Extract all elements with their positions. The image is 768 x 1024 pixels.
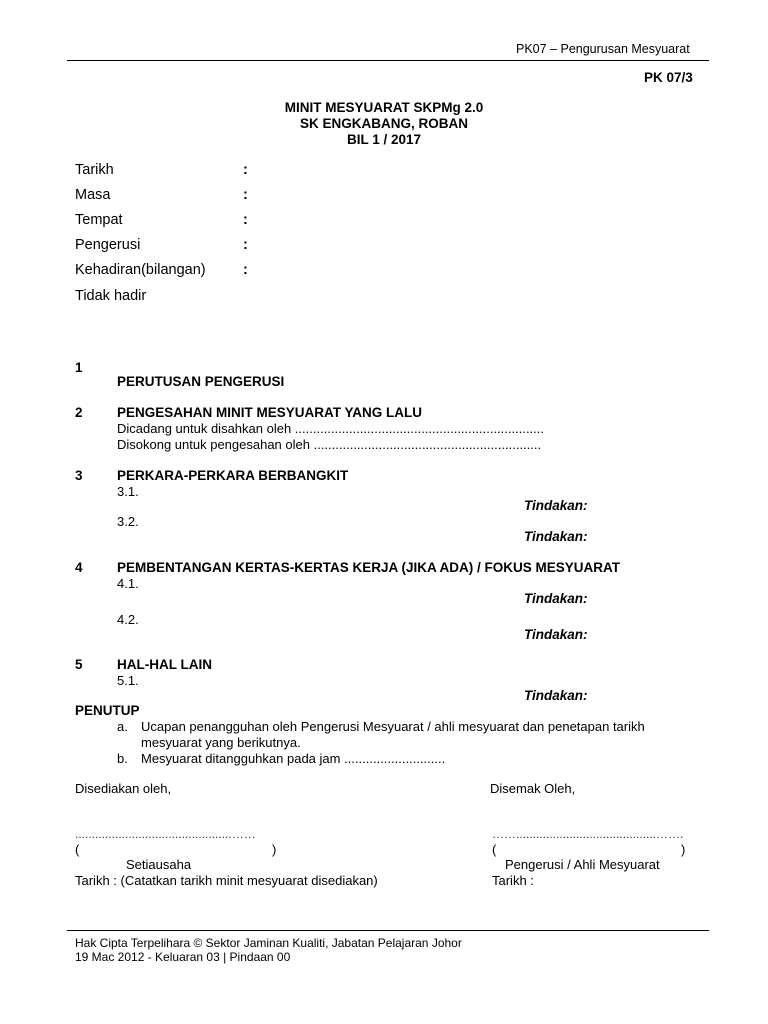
field-label-tidak-hadir: Tidak hadir: [75, 288, 147, 304]
section-title: PERKARA-PERKARA BERBANGKIT: [117, 468, 349, 483]
seconder-line: Disokong untuk pengesahan oleh ...............................................................: [117, 437, 542, 452]
copyright-text: Hak Cipta Terpelihara © Sektor Jaminan Kualiti, Jabatan Pelajaran Johor: [75, 936, 462, 950]
field-colon: :: [243, 237, 248, 253]
meeting-number: BIL 1 / 2017: [346, 132, 422, 147]
section-title: PEMBENTANGAN KERTAS-KERTAS KERJA (JIKA ADA) / FOKUS MESYUARAT: [117, 560, 621, 575]
prepared-by-label: Disediakan oleh,: [75, 781, 172, 796]
reviewed-date: Tarikh :: [492, 873, 534, 888]
bracket-open: (: [75, 842, 80, 857]
header-rule: [67, 60, 709, 61]
form-code: PK 07/3: [644, 70, 693, 85]
prepared-date: Tarikh : (Catatkan tarikh minit mesyuarat disediakan): [75, 873, 378, 888]
bracket-close: ): [272, 842, 277, 857]
section-number: 2: [75, 405, 83, 420]
field-colon: :: [243, 262, 248, 278]
chairman-role: Pengerusi / Ahli Mesyuarat: [505, 857, 660, 872]
item-number: 4.2.: [117, 612, 139, 627]
item-number: 3.2.: [117, 514, 139, 529]
field-colon: :: [243, 162, 248, 178]
list-marker: a.: [117, 719, 128, 734]
field-label-masa: Masa: [75, 187, 111, 203]
section-title: PERUTUSAN PENGERUSI: [117, 374, 285, 389]
field-label-tarikh: Tarikh: [75, 162, 114, 178]
release-info: 19 Mac 2012 - Keluaran 03 | Pindaan 00: [75, 950, 291, 964]
signature-line: ……..........................................…….: [492, 827, 684, 841]
penutup-item-a-cont: mesyuarat yang berikutnya.: [141, 735, 301, 750]
tindakan-label: Tindakan:: [524, 498, 588, 513]
section-title: HAL-HAL LAIN: [117, 657, 212, 672]
section-number: 3: [75, 468, 83, 483]
item-number: 5.1.: [117, 673, 139, 688]
tindakan-label: Tindakan:: [524, 627, 588, 642]
list-marker: b.: [117, 751, 128, 766]
field-label-tempat: Tempat: [75, 212, 123, 228]
document-reference: PK07 – Pengurusan Mesyuarat: [516, 42, 690, 56]
section-number: 1: [75, 360, 83, 375]
field-colon: :: [243, 212, 248, 228]
field-colon: :: [243, 187, 248, 203]
field-label-kehadiran: Kehadiran(bilangan): [75, 262, 206, 278]
section-number: 4: [75, 560, 83, 575]
bracket-open: (: [492, 842, 497, 857]
bracket-close: ): [681, 842, 686, 857]
school-name: SK ENGKABANG, ROBAN: [299, 116, 468, 131]
proposer-line: Dicadang untuk disahkan oleh .....................................................................: [117, 421, 545, 436]
tindakan-label: Tindakan:: [524, 529, 588, 544]
tindakan-label: Tindakan:: [524, 688, 588, 703]
signature-line: ...............................................……: [75, 827, 256, 841]
item-number: 4.1.: [117, 576, 139, 591]
penutup-item-b: Mesyuarat ditangguhkan pada jam ............................: [141, 751, 446, 766]
footer-rule: [67, 930, 709, 931]
reviewed-by-label: Disemak Oleh,: [490, 781, 576, 796]
field-label-pengerusi: Pengerusi: [75, 237, 141, 253]
penutup-title: PENUTUP: [75, 703, 140, 718]
tindakan-label: Tindakan:: [524, 591, 588, 606]
penutup-item-a: Ucapan penangguhan oleh Pengerusi Mesyuarat / ahli mesyuarat dan penetapan tarikh: [141, 719, 645, 734]
minutes-title: MINIT MESYUARAT SKPMg 2.0: [284, 100, 484, 115]
secretary-role: Setiausaha: [126, 857, 192, 872]
section-title: PENGESAHAN MINIT MESYUARAT YANG LALU: [117, 405, 423, 420]
item-number: 3.1.: [117, 484, 139, 499]
section-number: 5: [75, 657, 83, 672]
